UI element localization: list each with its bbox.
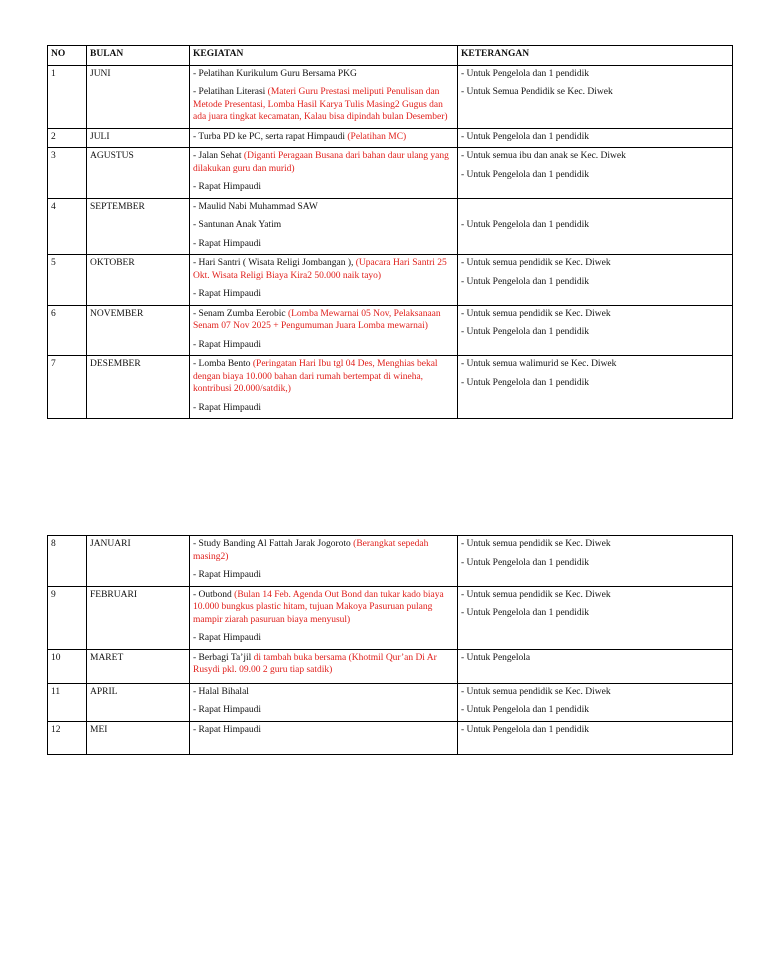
header-keterangan: KETERANGAN: [458, 46, 733, 66]
row-kegiatan: [190, 356, 458, 419]
table-row: [48, 536, 733, 587]
keterangan-item: - Untuk Pengelola dan 1 pendidik: [461, 608, 589, 618]
table-row: [48, 255, 733, 306]
keterangan-item: - Untuk Pengelola dan 1 pendidik: [461, 705, 589, 715]
row-bulan: NOVEMBER: [87, 305, 190, 356]
keterangan-item: [461, 201, 729, 213]
kegiatan-note: (Peringatan Hari Ibu tgl 04 Des, Menghias bekal dengan biaya 10.000 bahan dari rumah bertempat di wineha, kontribusi 20.000/satdik,): [193, 359, 438, 394]
kegiatan-item: [193, 181, 454, 194]
kegiatan-text: - Pelatihan Literasi: [193, 87, 268, 97]
row-bulan: MARET: [87, 649, 190, 683]
row-kegiatan: [190, 536, 458, 587]
table-row: [48, 356, 733, 419]
row-kegiatan: [190, 649, 458, 683]
row-bulan: OKTOBER: [87, 255, 190, 306]
row-kegiatan: [190, 305, 458, 356]
kegiatan-item: [193, 288, 454, 301]
kegiatan-item: [193, 339, 454, 352]
kegiatan-note: (Bulan 14 Feb. Agenda Out Bond dan tukar kado biaya 10.000 bungkus plastic hitam, tujuan Makoya Pasuruan pulang mampir ziarah pasuruan biaya menyusul): [193, 589, 444, 625]
keterangan-item: - Untuk Semua Pendidik se Kec. Diwek: [461, 87, 613, 97]
table-row: [48, 649, 733, 683]
kegiatan-item: [193, 724, 454, 737]
keterangan-item: - Untuk semua pendidik se Kec. Diwek: [461, 539, 611, 549]
row-keterangan: [458, 305, 733, 356]
table-header-row: [48, 46, 733, 66]
kegiatan-note: (Lomba Mewarnai 05 Nov, Pelaksanaan Senam 07 Nov 2025 + Pengumuman Juara Lomba mewarnai): [193, 308, 441, 331]
row-bulan: JANUARI: [87, 536, 190, 587]
schedule-table-2: [47, 535, 733, 755]
kegiatan-note: (Materi Guru Prestasi meliputi Penulisan dan Metode Presentasi, Lomba Hasil Karya Tulis Masing2 Gugus dan ada juara tingkat kecamatan, Kalau bisa dipindah bulan Desember): [193, 87, 448, 122]
kegiatan-text: - Outbond: [193, 589, 235, 600]
row-bulan: APRIL: [87, 683, 190, 721]
kegiatan-text: - Rapat Himpaudi: [193, 705, 262, 715]
kegiatan-item: [193, 589, 454, 627]
table-row: [48, 148, 733, 199]
kegiatan-text: - Rapat Himpaudi: [193, 289, 262, 299]
row-no: 8: [48, 536, 87, 587]
row-keterangan: [458, 65, 733, 128]
row-keterangan: [458, 721, 733, 755]
kegiatan-note: (Berangkat sepedah masing2): [193, 539, 429, 562]
row-kegiatan: [190, 128, 458, 148]
kegiatan-text: - Senam Zumba Eerobic: [193, 308, 288, 319]
row-no: 3: [48, 148, 87, 199]
row-bulan: DESEMBER: [87, 356, 190, 419]
row-no: 1: [48, 65, 87, 128]
keterangan-item: - Untuk Pengelola dan 1 pendidik: [461, 68, 589, 79]
kegiatan-item: [193, 131, 454, 144]
header-kegiatan: KEGIATAN: [190, 46, 458, 66]
row-keterangan: [458, 255, 733, 306]
kegiatan-item: [193, 219, 454, 232]
row-keterangan: [458, 356, 733, 419]
kegiatan-text: - Study Banding Al Fattah Jarak Jogoroto: [193, 539, 354, 549]
row-keterangan: [458, 683, 733, 721]
row-kegiatan: [190, 683, 458, 721]
row-no: 5: [48, 255, 87, 306]
header-bulan: BULAN: [87, 46, 190, 66]
row-bulan: AGUSTUS: [87, 148, 190, 199]
keterangan-item: - Untuk Pengelola dan 1 pendidik: [461, 131, 589, 142]
kegiatan-note: di tambah buka bersama (Khotmil Qur’an Di Ar Rusydi pkl. 09.00 2 guru tiap satdik): [193, 652, 437, 675]
header-no: NO: [48, 46, 87, 66]
keterangan-item: - Untuk Pengelola dan 1 pendidik: [461, 169, 589, 180]
row-no: 11: [48, 683, 87, 721]
kegiatan-item: [193, 402, 454, 415]
row-keterangan: [458, 649, 733, 683]
row-kegiatan: [190, 198, 458, 255]
kegiatan-text: - Hari Santri ( Wisata Religi Jombangan ),: [193, 258, 356, 268]
row-no: 2: [48, 128, 87, 148]
keterangan-item: - Untuk semua pendidik se Kec. Diwek: [461, 686, 611, 697]
row-bulan: JUNI: [87, 65, 190, 128]
table-row: [48, 198, 733, 255]
kegiatan-item: [193, 238, 454, 251]
keterangan-item: - Untuk Pengelola dan 1 pendidik: [461, 219, 589, 230]
row-keterangan: [458, 128, 733, 148]
row-no: 9: [48, 586, 87, 649]
kegiatan-text: - Rapat Himpaudi: [193, 570, 262, 580]
kegiatan-text: - Berbagi Ta’jil: [193, 652, 254, 663]
table-row: [48, 683, 733, 721]
table-row: [48, 305, 733, 356]
keterangan-item: - Untuk semua pendidik se Kec. Diwek: [461, 589, 611, 600]
kegiatan-text: - Rapat Himpaudi: [193, 402, 262, 413]
row-kegiatan: [190, 148, 458, 199]
keterangan-item: - Untuk semua ibu dan anak se Kec. Diwek: [461, 151, 626, 161]
table-row: [48, 65, 733, 128]
kegiatan-text: - Rapat Himpaudi: [193, 339, 262, 350]
kegiatan-text: - Turba PD ke PC, serta rapat Himpaudi: [193, 131, 348, 142]
row-keterangan: [458, 148, 733, 199]
schedule-table-1: [47, 45, 733, 419]
kegiatan-text: - Rapat Himpaudi: [193, 633, 262, 643]
table-row: [48, 721, 733, 755]
row-kegiatan: [190, 255, 458, 306]
row-no: 10: [48, 649, 87, 683]
kegiatan-item: [193, 86, 454, 124]
row-keterangan: [458, 198, 733, 255]
kegiatan-item: [193, 686, 454, 699]
kegiatan-text: - Rapat Himpaudi: [193, 724, 262, 735]
kegiatan-text: - Lomba Bento: [193, 359, 253, 369]
keterangan-item: - Untuk Pengelola dan 1 pendidik: [461, 377, 589, 388]
kegiatan-item: [193, 68, 454, 81]
kegiatan-note: (Pelatihan MC): [347, 131, 407, 142]
row-no: 4: [48, 198, 87, 255]
kegiatan-item: [193, 569, 454, 582]
keterangan-item: - Untuk Pengelola dan 1 pendidik: [461, 327, 589, 337]
row-keterangan: [458, 536, 733, 587]
kegiatan-note: (Diganti Peragaan Busana dari bahan daur ulang yang dilakukan guru dan murid): [193, 151, 449, 174]
row-keterangan: [458, 586, 733, 649]
row-no: 7: [48, 356, 87, 419]
kegiatan-item: [193, 257, 454, 282]
kegiatan-item: [193, 150, 454, 175]
kegiatan-text: - Santunan Anak Yatim: [193, 220, 282, 230]
kegiatan-item: [193, 358, 454, 396]
kegiatan-item: [193, 652, 454, 677]
kegiatan-text: - Jalan Sehat: [193, 151, 244, 161]
kegiatan-text: - Pelatihan Kurikulum Guru Bersama PKG: [193, 68, 357, 79]
kegiatan-text: - Halal Bihalal: [193, 686, 249, 697]
keterangan-item: - Untuk semua pendidik se Kec. Diwek: [461, 308, 611, 319]
kegiatan-item: [193, 632, 454, 645]
row-kegiatan: [190, 586, 458, 649]
row-bulan: MEI: [87, 721, 190, 755]
keterangan-item: - Untuk Pengelola dan 1 pendidik: [461, 276, 589, 287]
row-no: 6: [48, 305, 87, 356]
kegiatan-note: (Upacara Hari Santri 25 Okt. Wisata Religi Biaya Kira2 50.000 naik tayo): [193, 258, 447, 281]
row-no: 12: [48, 721, 87, 755]
kegiatan-item: [193, 704, 454, 717]
kegiatan-text: - Rapat Himpaudi: [193, 238, 262, 249]
kegiatan-item: [193, 201, 454, 214]
keterangan-item: - Untuk Pengelola dan 1 pendidik: [461, 557, 589, 568]
row-kegiatan: [190, 65, 458, 128]
row-bulan: FEBRUARI: [87, 586, 190, 649]
row-bulan: SEPTEMBER: [87, 198, 190, 255]
keterangan-item: - Untuk semua pendidik se Kec. Diwek: [461, 258, 611, 268]
keterangan-item: - Untuk Pengelola: [461, 652, 531, 663]
row-bulan: JULI: [87, 128, 190, 148]
keterangan-item: - Untuk Pengelola dan 1 pendidik: [461, 724, 589, 735]
table-row: [48, 128, 733, 148]
table-row: [48, 586, 733, 649]
kegiatan-text: - Rapat Himpaudi: [193, 182, 262, 192]
kegiatan-item: [193, 538, 454, 563]
row-kegiatan: [190, 721, 458, 755]
kegiatan-text: - Maulid Nabi Muhammad SAW: [193, 201, 318, 212]
keterangan-item: - Untuk semua walimurid se Kec. Diwek: [461, 359, 617, 369]
kegiatan-item: [193, 308, 454, 333]
